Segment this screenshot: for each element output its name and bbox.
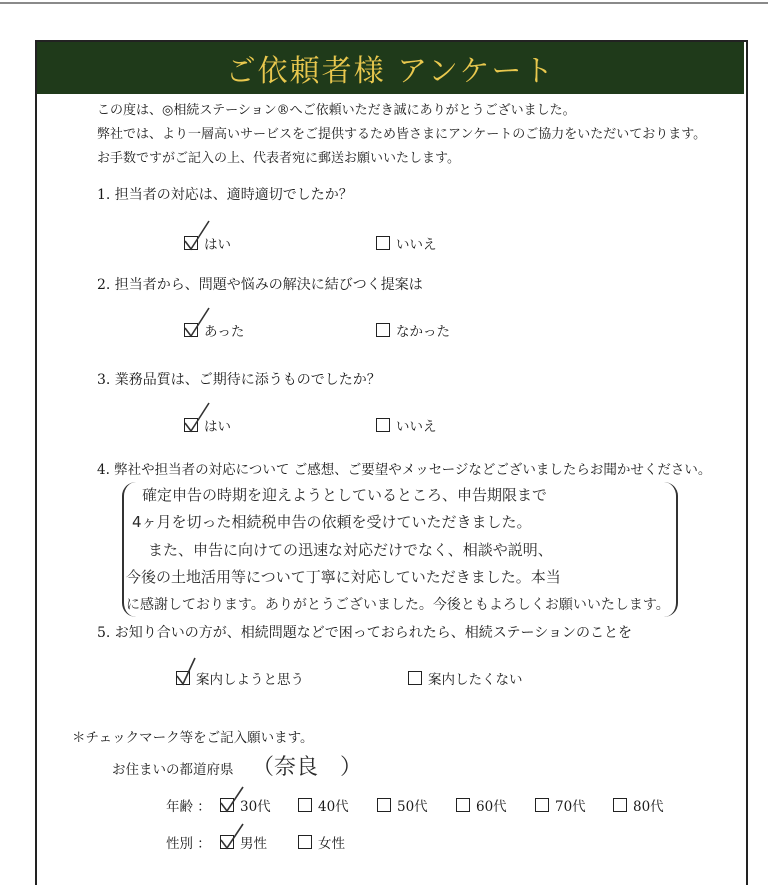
option-label: 案内したくない: [428, 672, 523, 688]
comment-line: に感謝しております。ありがとうございました。今後ともよろしくお願いいたします。: [126, 597, 670, 613]
prefecture-label: お住まいの都道府県: [112, 762, 234, 778]
checkbox[interactable]: [376, 323, 390, 337]
age-option-30[interactable]: [220, 795, 271, 815]
checkmark-icon: [183, 219, 213, 253]
option-label: いいえ: [396, 419, 437, 435]
option-label: なかった: [396, 324, 450, 340]
checkbox[interactable]: [377, 798, 391, 812]
option-label: 50代: [397, 799, 428, 815]
checkbox[interactable]: [376, 236, 390, 250]
checkbox-checked[interactable]: [184, 236, 198, 250]
option-label: 男性: [240, 836, 267, 852]
page-title: ご依頼者様 アンケート: [225, 54, 556, 89]
checkmark-icon: [219, 781, 249, 815]
option-label: 40代: [318, 799, 349, 815]
checkbox[interactable]: [376, 418, 390, 432]
checkbox[interactable]: [535, 798, 549, 812]
checkbox[interactable]: [298, 798, 312, 812]
q5-option-yes[interactable]: [176, 668, 304, 688]
option-label: 70代: [555, 799, 586, 815]
instruction-note: ＊チェックマーク等をご記入願います。: [72, 730, 314, 746]
question-2: 2. 担当者から、問題や悩みの解決に結びつく提案は: [97, 277, 423, 293]
checkmark-icon: [183, 401, 213, 435]
q3-option-no[interactable]: [376, 415, 437, 435]
q2-option-yes[interactable]: [184, 320, 244, 340]
option-label: 女性: [318, 836, 345, 852]
age-option-80[interactable]: [613, 795, 664, 815]
checkmark-icon: [175, 654, 205, 688]
question-3: 3. 業務品質は、ご期待に添うものでしたか？: [97, 372, 381, 388]
prefecture-value[interactable]: （奈良 ）: [252, 755, 363, 780]
q1-option-no[interactable]: [376, 233, 437, 253]
q3-option-yes[interactable]: [184, 415, 231, 435]
age-option-70[interactable]: [535, 795, 586, 815]
age-option-40[interactable]: [298, 795, 349, 815]
question-5: 5. お知り合いの方が、相続問題などで困っておられたら、相続ステーションのことを: [97, 625, 632, 641]
q5-option-no[interactable]: [408, 668, 523, 688]
intro-line: 弊社では、より一層高いサービスをご提供するため皆さまにアンケートのご協力をいただいております。: [97, 127, 707, 142]
checkbox[interactable]: [298, 835, 312, 849]
option-label: はい: [204, 419, 231, 435]
checkbox[interactable]: [613, 798, 627, 812]
checkbox[interactable]: [408, 671, 422, 685]
age-label: 年齢 ：: [166, 799, 211, 815]
age-option-60[interactable]: [456, 795, 507, 815]
checkbox-checked[interactable]: [176, 671, 190, 685]
comment-line: 4ヶ月を切った相続税申告の依頼を受けていただきました。: [132, 513, 532, 531]
checkbox-checked[interactable]: [184, 418, 198, 432]
question-4: 4. 弊社や担当者の対応について ご感想、ご要望やメッセージなどございましたらお聞かせください。: [97, 462, 712, 478]
q2-option-no[interactable]: [376, 320, 450, 340]
age-option-50[interactable]: [377, 795, 428, 815]
checkmark-icon: [183, 306, 213, 340]
gender-option-male[interactable]: [220, 832, 267, 852]
option-label: 案内しようと思う: [196, 672, 304, 688]
option-label: 30代: [240, 799, 271, 815]
question-1: 1. 担当者の対応は、適時適切でしたか？: [97, 187, 353, 203]
comment-line: また、申告に向けての迅速な対応だけでなく、相談や説明、: [148, 541, 553, 559]
gender-label: 性別 ：: [166, 836, 211, 852]
option-label: はい: [204, 237, 231, 253]
gender-option-female[interactable]: [298, 832, 345, 852]
option-label: 80代: [633, 799, 664, 815]
checkbox-checked[interactable]: [184, 323, 198, 337]
checkbox-checked[interactable]: [220, 798, 234, 812]
header-banner: [37, 42, 744, 94]
option-label: 60代: [476, 799, 507, 815]
intro-line: お手数ですがご記入の上、代表者宛に郵送お願いいたします。: [97, 151, 460, 166]
intro-line: この度は、◎相続ステーション®へご依頼いただき誠にありがとうございました。: [97, 103, 576, 118]
comment-line: 確定申告の時期を迎えようとしているところ、申告期限まで: [142, 486, 548, 504]
comment-line: 今後の土地活用等について丁寧に対応していただきました。本当: [126, 568, 561, 586]
option-label: いいえ: [396, 237, 437, 253]
checkbox[interactable]: [456, 798, 470, 812]
checkmark-icon: [219, 818, 249, 852]
q1-option-yes[interactable]: [184, 233, 231, 253]
intro-text: [97, 99, 706, 171]
option-label: あった: [204, 324, 245, 340]
checkbox-checked[interactable]: [220, 835, 234, 849]
top-rule: [0, 2, 768, 4]
